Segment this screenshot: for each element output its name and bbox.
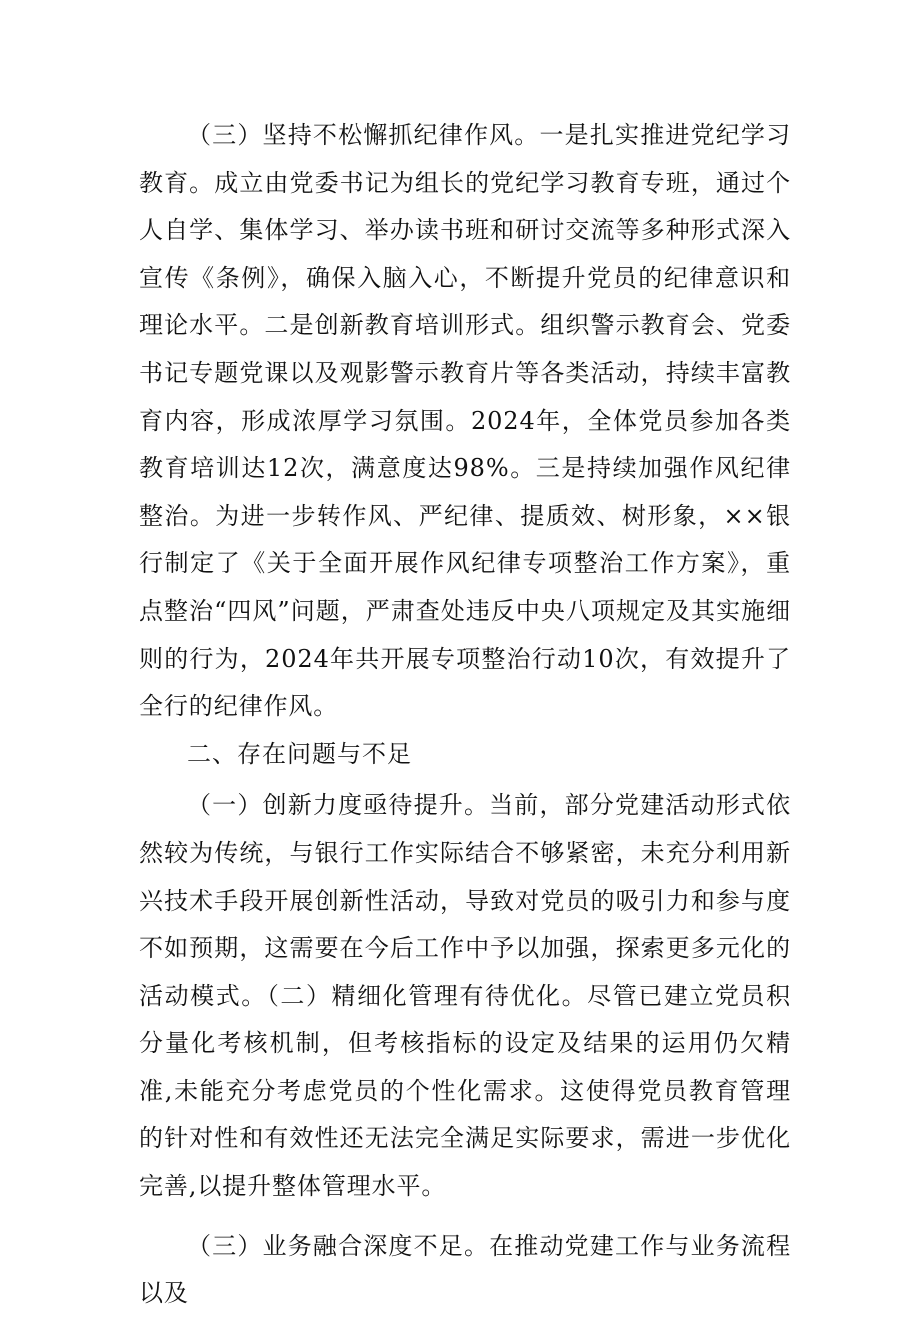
paragraph-innovation-management: （一）创新力度亟待提升。当前，部分党建活动形式依然较为传统，与银行工作实际结合不够紧密，未充分利用新兴技术手段开展创新性活动，导致对党员的吸引力和参与度不如预期，这需要在今后工作中予以加强，探索更多元化的活动模式。（二）精细化管理有待优化。尽管已建立党员积分量化考核机制，但考核指标的设定及结果的运用仍欠精准,未能充分考虑党员的个性化需求。这使得党员教育管理的针对性和有效性还无法完全满足实际要求，需进一步优化完善,以提升整体管理水平。 bbox=[139, 791, 791, 1201]
paragraph-business-integration: （三）业务融合深度不足。在推动党建工作与业务流程以及 bbox=[139, 1231, 791, 1308]
section-heading-problems: 二、存在问题与不足 bbox=[187, 739, 412, 768]
document-body bbox=[139, 112, 791, 1318]
paragraph-discipline-style: （三）坚持不松懈抓纪律作风。一是扎实推进党纪学习教育。成立由党委书记为组长的党纪学习教育专班，通过个人自学、集体学习、举办读书班和研讨交流等多种形式深入宣传《条例》，确保入脑入心，不断提升党员的纪律意识和理论水平。二是创新教育培训形式。组织警示教育会、党委书记专题党课以及观影警示教育片等各类活动，持续丰富教育内容，形成浓厚学习氛围。2024年，全体党员参加各类教育培训达12次，满意度达98%。三是持续加强作风纪律整治。为进一步转作风、严纪律、提质效、树形象，××银行制定了《关于全面开展作风纪律专项整治工作方案》，重点整治“四风”问题，严肃查处违反中央八项规定及其实施细则的行为，2024年共开展专项整治行动10次，有效提升了全行的纪律作风。 bbox=[139, 121, 791, 721]
